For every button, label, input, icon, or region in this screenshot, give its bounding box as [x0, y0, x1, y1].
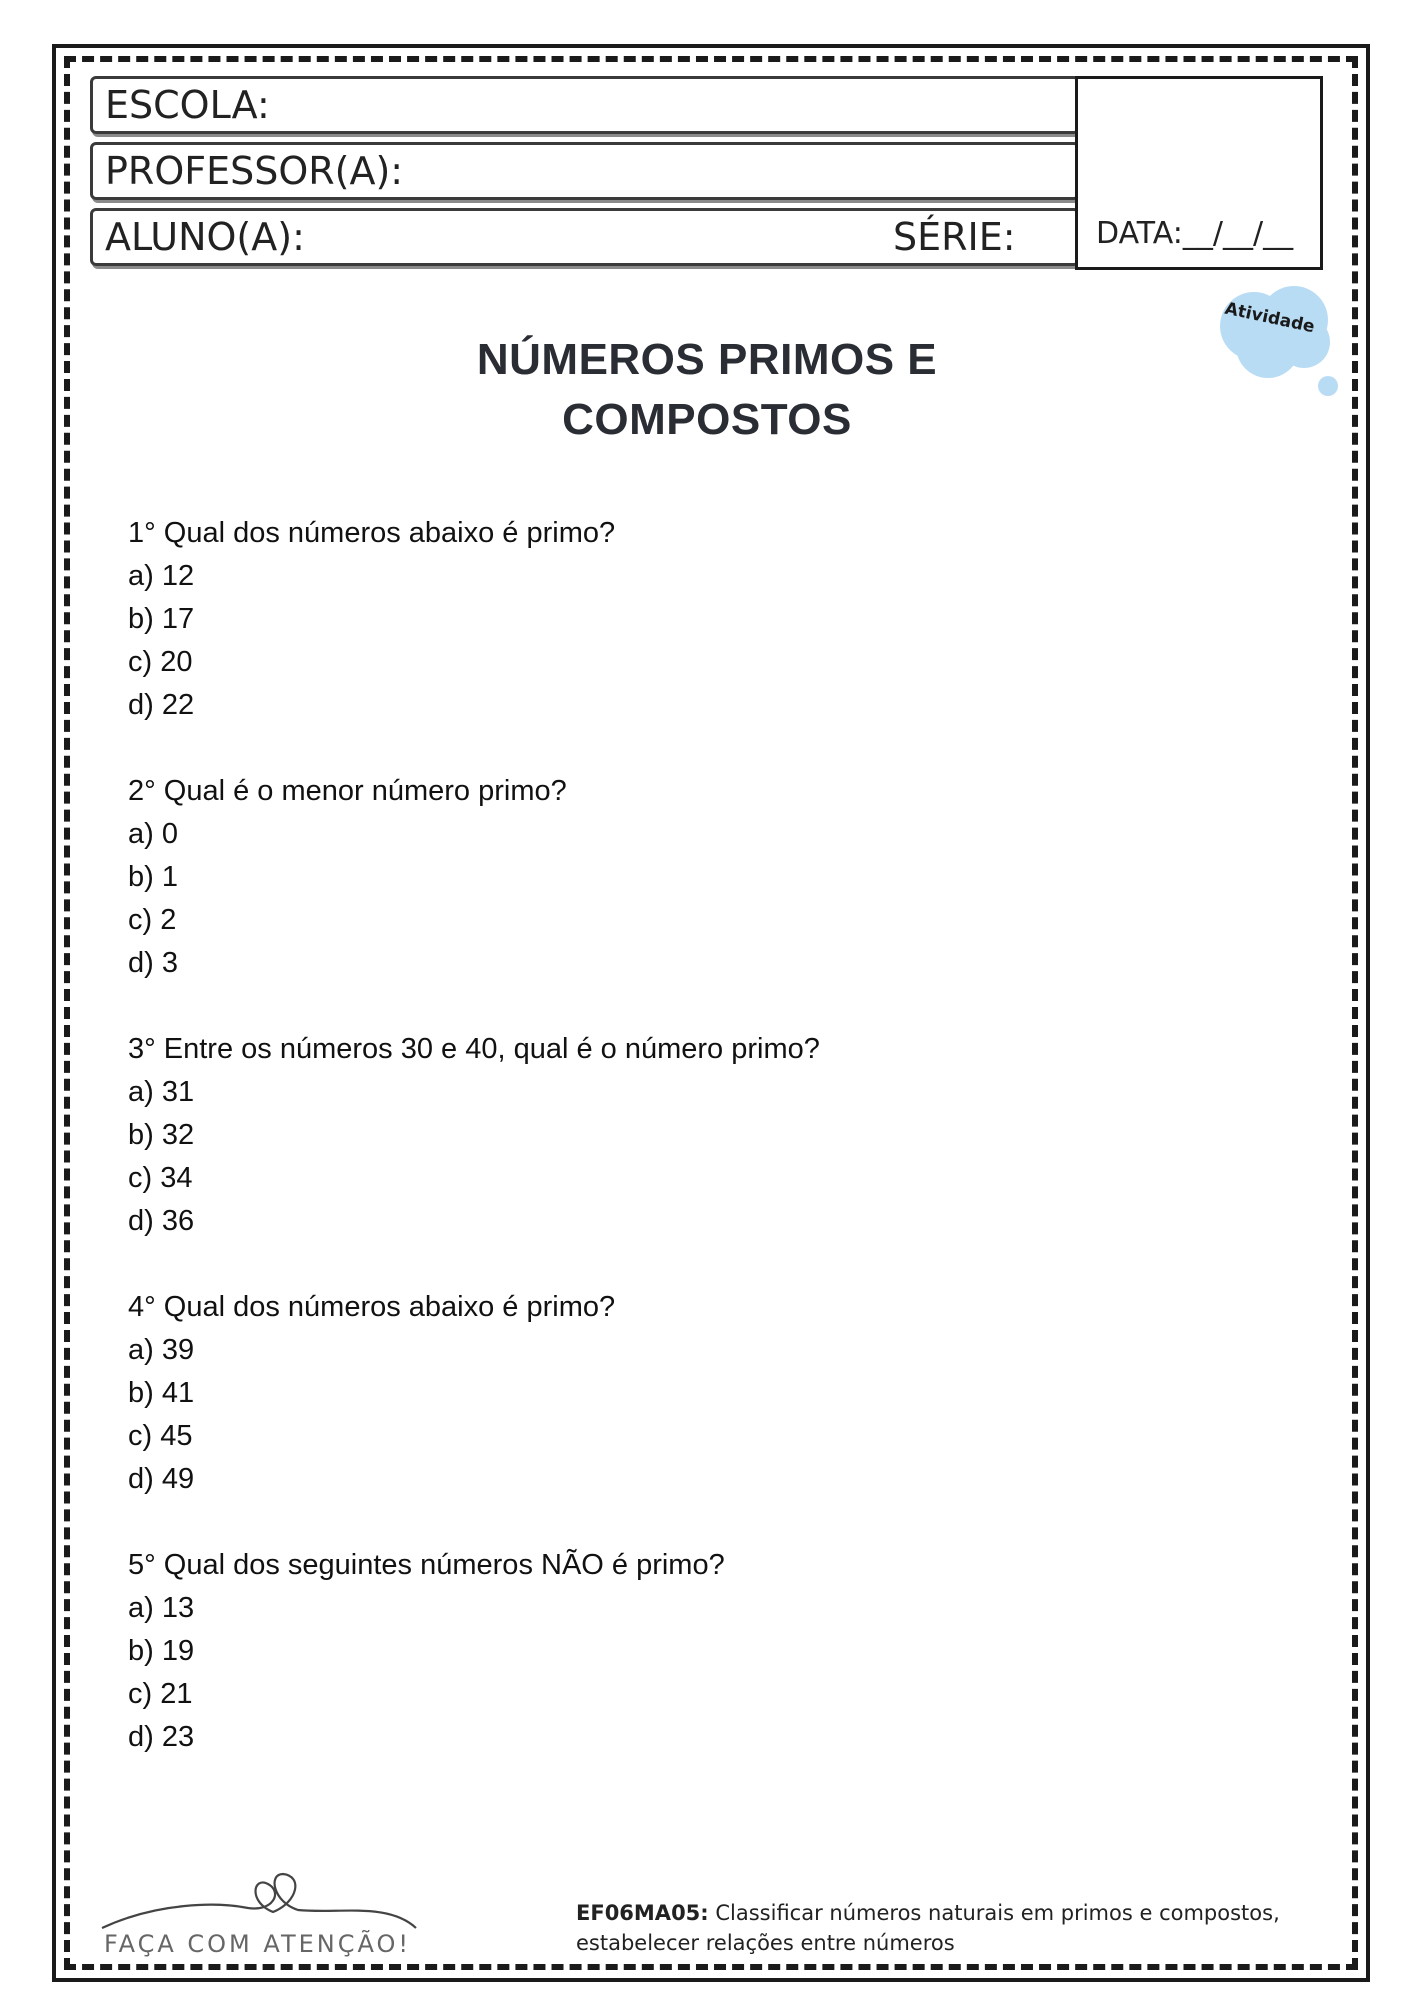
- aluno-field[interactable]: [90, 208, 1080, 266]
- skill-code: EF06MA05:: [576, 1901, 709, 1925]
- option-a[interactable]: a) 0: [128, 818, 178, 850]
- option-b[interactable]: b) 19: [128, 1635, 195, 1667]
- option-b[interactable]: b) 32: [128, 1119, 195, 1151]
- question-5: [128, 1544, 1278, 1759]
- question-prompt: 5° Qual dos seguintes números NÃO é primo?: [128, 1549, 725, 1581]
- option-b[interactable]: b) 1: [128, 861, 178, 893]
- escola-field[interactable]: [90, 76, 1080, 134]
- page-title: [0, 330, 1414, 450]
- option-d[interactable]: d) 22: [128, 689, 195, 721]
- option-d[interactable]: d) 3: [128, 947, 178, 979]
- option-d[interactable]: d) 23: [128, 1721, 195, 1753]
- option-a[interactable]: a) 13: [128, 1592, 195, 1624]
- option-d[interactable]: d) 36: [128, 1205, 195, 1237]
- option-a[interactable]: a) 31: [128, 1076, 195, 1108]
- heart-swirl-icon: [98, 1862, 418, 1932]
- badge-label: Atividade: [1222, 298, 1317, 338]
- option-c[interactable]: c) 21: [128, 1678, 193, 1710]
- title-line-1: NÚMEROS PRIMOS E: [476, 335, 938, 384]
- question-2: [128, 770, 1278, 985]
- bncc-skill: [576, 1898, 1316, 1958]
- option-b[interactable]: b) 41: [128, 1377, 195, 1409]
- title-line-2: COMPOSTOS: [562, 395, 852, 444]
- date-box[interactable]: [1075, 76, 1323, 270]
- professor-field[interactable]: [90, 142, 1080, 200]
- date-label: DATA:__/__/__: [1096, 216, 1294, 251]
- aluno-label: ALUNO(A):: [105, 215, 305, 259]
- option-a[interactable]: a) 39: [128, 1334, 195, 1366]
- option-c[interactable]: c) 20: [128, 646, 193, 678]
- serie-label: SÉRIE:: [893, 215, 1016, 259]
- question-prompt: 4° Qual dos números abaixo é primo?: [128, 1291, 616, 1323]
- option-a[interactable]: a) 12: [128, 560, 195, 592]
- professor-label: PROFESSOR(A):: [105, 149, 404, 193]
- question-4: [128, 1286, 1278, 1501]
- question-prompt: 3° Entre os números 30 e 40, qual é o número primo?: [128, 1033, 820, 1065]
- faca-com-atencao-logo: [98, 1862, 418, 1962]
- question-prompt: 2° Qual é o menor número primo?: [128, 775, 567, 807]
- option-b[interactable]: b) 17: [128, 603, 195, 635]
- skill-description: Classificar números naturais em primos e compostos, estabelecer relações entre números: [576, 1901, 1280, 1955]
- escola-label: ESCOLA:: [105, 83, 270, 127]
- option-d[interactable]: d) 49: [128, 1463, 195, 1495]
- question-3: [128, 1028, 1278, 1243]
- option-c[interactable]: c) 45: [128, 1420, 193, 1452]
- option-c[interactable]: c) 2: [128, 904, 177, 936]
- logo-text: FAÇA COM ATENÇÃO!: [104, 1930, 411, 1958]
- question-1: [128, 512, 1278, 727]
- question-list: [128, 512, 1278, 1802]
- option-c[interactable]: c) 34: [128, 1162, 193, 1194]
- question-prompt: 1° Qual dos números abaixo é primo?: [128, 517, 616, 549]
